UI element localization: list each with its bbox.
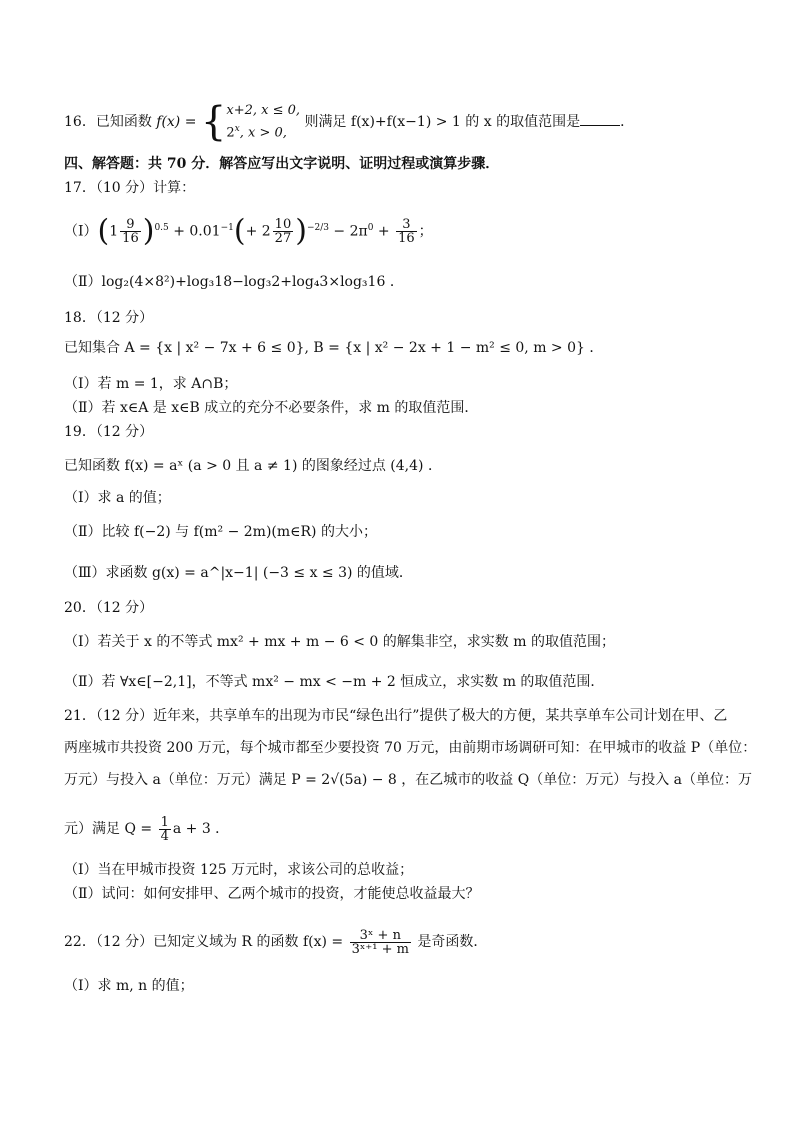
q22-part1: （Ⅰ）求 m, n 的值； xyxy=(64,978,194,994)
q17-a-den: 16 xyxy=(122,231,139,247)
q19-stem: 已知函数 f(x) = aˣ (a > 0 且 a ≠ 1) 的图象经过点 (4,4) ． xyxy=(64,458,442,474)
q20-heading: 20．（12 分） xyxy=(64,600,154,616)
q21-line4 xyxy=(64,812,754,846)
q16-end: ． xyxy=(620,114,635,131)
q16-mid: 则满足 f(x)+f(x−1) > 1 的 x 的取值范围是 xyxy=(300,114,581,131)
q22-post: 是奇函数． xyxy=(412,934,488,950)
q16-case1: x+2, x ≤ 0, xyxy=(226,103,301,118)
question-22 xyxy=(64,922,754,962)
q21-frac-num: 1 xyxy=(160,814,169,830)
q21-line3: 万元）与投入 a（单位：万元）满足 P = 2√(5a) − 8 ，在乙城市的收益 Q（单位：万元）与投入 a（单位：万 xyxy=(64,772,753,788)
q21-line4-pre: 元）满足 Q = xyxy=(64,821,157,837)
q18-heading: 18．（12 分） xyxy=(64,310,154,326)
q21-frac-den: 4 xyxy=(160,828,169,844)
q17-a-num: 9 xyxy=(120,218,141,232)
q22-frac-den: 3ˣ⁺¹ + m xyxy=(351,941,409,957)
q17-paren2-open: ( xyxy=(233,213,246,249)
q19-part3: （Ⅲ）求函数 g(x) = a^|x−1| (−3 ≤ x ≤ 3) 的值域． xyxy=(64,565,413,581)
q16-case2-rest: , x > 0, xyxy=(239,125,287,141)
q19-heading: 19．（12 分） xyxy=(64,424,154,440)
q21-part2: （Ⅱ）试问：如何安排甲、乙两个城市的投资，才能使总收益最大？ xyxy=(64,886,480,902)
q21-frac xyxy=(159,816,171,843)
q17-part1-label: （Ⅰ） xyxy=(64,223,98,240)
q22-frac-num: 3ˣ + n xyxy=(350,929,411,943)
q21-part1: （Ⅰ）当在甲城市投资 125 万元时，求该公司的总收益； xyxy=(64,862,414,878)
q17-part1 xyxy=(64,204,754,252)
q17-heading: 17．（10 分）计算： xyxy=(64,180,196,196)
q17-c-frac xyxy=(273,218,294,245)
q17-e-num: 3 xyxy=(396,218,417,232)
q17-b-exp: −1 xyxy=(220,223,234,233)
q21-line2: 两座城市共投资 200 万元，每个城市都至少要投资 70 万元，由前期市场调研可知：在甲城市的收益 P（单位： xyxy=(64,740,757,756)
q17-a-int: 1 xyxy=(109,223,119,240)
q16-brace: { xyxy=(200,99,227,146)
q17-part2: （Ⅱ）log₂(4×8²)+log₃18−log₃2+log₄3×log₃16 ． xyxy=(64,274,404,290)
q18-part1: （Ⅰ）若 m = 1，求 A∩B； xyxy=(64,376,238,392)
q16-fx: f(x) = xyxy=(156,114,201,131)
q17-e-den: 16 xyxy=(398,231,415,247)
q18-part2: （Ⅱ）若 x∈A 是 x∈B 成立的充分不必要条件，求 m 的取值范围． xyxy=(64,400,479,416)
section-heading: 四、解答题：共 70 分．解答应写出文字说明、证明过程或演算步骤． xyxy=(64,156,500,172)
q19-part1: （Ⅰ）求 a 的值； xyxy=(64,490,171,506)
q21-line1: 21．（12 分）近年来，共享单车的出现为市民“绿色出行”提供了极大的方便，某共享单车公司计划在甲、乙 xyxy=(64,708,728,724)
q17-e-frac xyxy=(396,218,417,245)
q17-paren2-close: ) xyxy=(295,213,307,249)
q16-answer-blank xyxy=(580,113,620,126)
q17-e: + xyxy=(373,223,395,240)
q17-d: − 2π xyxy=(328,223,368,240)
q17-part1-end: ； xyxy=(418,223,433,240)
q17-b: + 0.01 xyxy=(168,223,221,240)
q17-c-num: 10 xyxy=(274,217,292,233)
question-16 xyxy=(64,99,754,146)
q17-a-exp: 0.5 xyxy=(154,223,169,233)
q16-cases xyxy=(226,102,300,142)
q17-c-den: 27 xyxy=(274,231,292,247)
q16-case2-base: 2 xyxy=(226,125,235,141)
q22-frac xyxy=(350,929,411,956)
q16-number: 16．已知函数 xyxy=(64,114,157,131)
q17-c-exp: −2/3 xyxy=(306,223,329,233)
q16-case2-exp: x xyxy=(234,124,240,134)
q20-part2: （Ⅱ）若 ∀x∈[−2,1]，不等式 mx² − mx < −m + 2 恒成立，求实数 m 的取值范围． xyxy=(64,674,605,690)
q22-pre: 22．（12 分）已知定义域为 R 的函数 f(x) = xyxy=(64,934,348,950)
q17-paren-open: ( xyxy=(97,213,110,249)
q19-part2: （Ⅱ）比较 f(−2) 与 f(m² − 2m)(m∈R) 的大小； xyxy=(64,524,377,540)
q20-part1: （Ⅰ）若关于 x 的不等式 mx² + mx + m − 6 < 0 的解集非空，求实数 m 的取值范围； xyxy=(64,634,615,650)
q18-stem: 已知集合 A = {x | x² − 7x + 6 ≤ 0}, B = {x | x² − 2x + 1 − m² ≤ 0, m > 0} ． xyxy=(64,340,604,356)
q17-a-frac xyxy=(120,218,141,245)
q17-c-int: + 2 xyxy=(245,223,271,240)
q17-d-exp: 0 xyxy=(367,223,374,233)
q17-paren-close: ) xyxy=(142,213,155,249)
q21-line4-post: a + 3 ． xyxy=(172,821,230,837)
